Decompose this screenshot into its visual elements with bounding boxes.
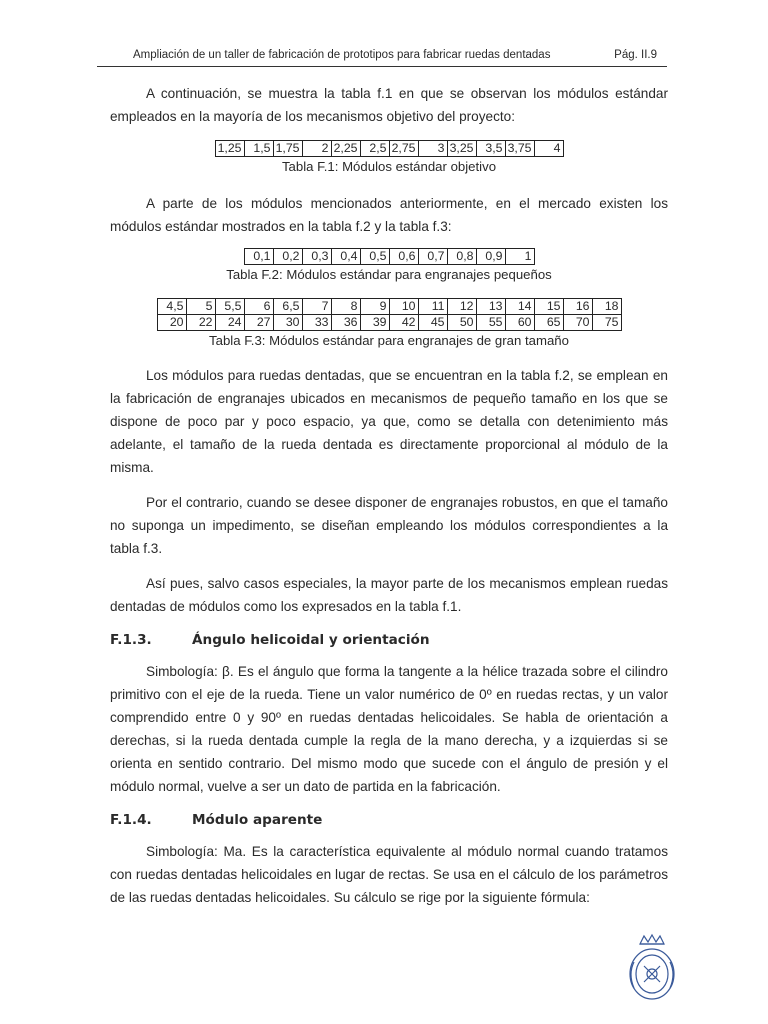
table-cell: 39 xyxy=(360,315,389,331)
table-cell: 22 xyxy=(186,315,215,331)
table-cell: 15 xyxy=(534,299,563,315)
table-cell: 5 xyxy=(186,299,215,315)
intro-paragraph: A continuación, se muestra la tabla f.1 en que se observan los módulos estándar empleados en la mayoría de los mecanismos objetivo del proyecto: xyxy=(110,86,668,124)
table-cell: 0,1 xyxy=(244,249,273,265)
table-f3-wrapper xyxy=(110,298,668,331)
table-cell: 2,5 xyxy=(360,141,389,157)
table-cell: 1,5 xyxy=(244,141,273,157)
table-cell: 0,2 xyxy=(273,249,302,265)
table-cell: 1,25 xyxy=(215,141,244,157)
table-cell: 20 xyxy=(157,315,186,331)
table-cell: 4 xyxy=(534,141,563,157)
section-number: F.1.3. xyxy=(110,632,152,648)
table-cell: 3,75 xyxy=(505,141,534,157)
table-cell: 9 xyxy=(360,299,389,315)
table-f1-caption: Tabla F.1: Módulos estándar objetivo xyxy=(281,159,497,174)
table-cell: 11 xyxy=(418,299,447,315)
paragraph-2: A parte de los módulos mencionados anteriormente, en el mercado existen los módulos estándar mostrados en la tabla f.2 y la tabla f.3: xyxy=(110,196,668,234)
table-cell: 0,5 xyxy=(360,249,389,265)
table-cell: 45 xyxy=(418,315,447,331)
table-f3-caption: Tabla F.3: Módulos estándar para engranajes de gran tamaño xyxy=(209,333,569,348)
table-cell: 30 xyxy=(273,315,302,331)
table-row xyxy=(244,249,534,265)
table-cell: 13 xyxy=(476,299,505,315)
table-cell: 24 xyxy=(215,315,244,331)
table-row xyxy=(157,299,621,315)
table-cell: 0,9 xyxy=(476,249,505,265)
table-cell: 27 xyxy=(244,315,273,331)
table-cell: 3,25 xyxy=(447,141,476,157)
table-cell: 2,75 xyxy=(389,141,418,157)
table-f1-wrapper xyxy=(110,140,668,157)
university-crest-icon xyxy=(622,932,682,1002)
table-f2-caption: Tabla F.2: Módulos estándar para engranajes pequeños xyxy=(226,267,552,282)
table-cell: 33 xyxy=(302,315,331,331)
paragraph-3: Los módulos para ruedas dentadas, que se encuentran en la tabla f.2, se emplean en la fabricación de engranajes ubicados en mecanismos de pequeño tamaño en los que se dispone de poco par y poco espacio, ya que, como se detalla con detenimiento más adelante, el tamaño de la rueda dentada es directamente proporcional al módulo de la misma. xyxy=(110,368,668,475)
table-cell: 3 xyxy=(418,141,447,157)
paragraph-5: Así pues, salvo casos especiales, la mayor parte de los mecanismos emplean ruedas dentadas de módulos como los expresados en la tabla f.1. xyxy=(110,576,668,614)
section-heading-f14 xyxy=(110,812,668,828)
section-title: Módulo aparente xyxy=(192,812,323,828)
table-cell: 42 xyxy=(389,315,418,331)
table-cell: 16 xyxy=(563,299,592,315)
page-content xyxy=(110,82,668,909)
header-title: Ampliación de un taller de fabricación de prototipos para fabricar ruedas dentadas xyxy=(133,49,551,61)
table-cell: 14 xyxy=(505,299,534,315)
table-cell: 18 xyxy=(592,299,621,315)
table-row xyxy=(157,315,621,331)
table-cell: 0,6 xyxy=(389,249,418,265)
table-cell: 12 xyxy=(447,299,476,315)
table-cell: 7 xyxy=(302,299,331,315)
table-row xyxy=(215,141,563,157)
section-f13-body: Simbología: β. Es el ángulo que forma la tangente a la hélice trazada sobre el cilindro primitivo con el eje de la rueda. Tiene un valor numérico de 0º en ruedas rectas, y un valor comprendido entre 0 y 90º en ruedas dentadas helicoidales. Se habla de orientación a derechas, si la rueda dentada cumple la regla de la mano derecha, y a izquierdas si se orienta en sentido contrario. Del mismo modo que sucede con el ángulo de presión y el módulo normal, vuelve a ser un dato de partida en la fabricación. xyxy=(110,664,668,794)
table-f2-wrapper xyxy=(110,248,668,265)
table-cell: 0,7 xyxy=(418,249,447,265)
section-f14-body: Simbología: Ma. Es la característica equivalente al módulo normal cuando tratamos con ruedas dentadas helicoidales en lugar de rectas. Se usa en el cálculo de los parámetros de las ruedas dentadas helicoidales. Su cálculo se rige por la siguiente fórmula: xyxy=(110,844,668,905)
page-number: Pág. II.9 xyxy=(614,49,657,61)
table-cell: 0,4 xyxy=(331,249,360,265)
table-cell: 4,5 xyxy=(157,299,186,315)
section-heading-f13 xyxy=(110,632,668,648)
table-cell: 50 xyxy=(447,315,476,331)
section-number: F.1.4. xyxy=(110,812,152,828)
table-cell: 75 xyxy=(592,315,621,331)
table-cell: 2 xyxy=(302,141,331,157)
table-f3 xyxy=(157,298,622,331)
table-cell: 6,5 xyxy=(273,299,302,315)
table-cell: 60 xyxy=(505,315,534,331)
section-title: Ángulo helicoidal y orientación xyxy=(192,632,430,648)
table-cell: 55 xyxy=(476,315,505,331)
table-cell: 65 xyxy=(534,315,563,331)
table-cell: 3,5 xyxy=(476,141,505,157)
table-cell: 70 xyxy=(563,315,592,331)
table-cell: 36 xyxy=(331,315,360,331)
table-cell: 0,8 xyxy=(447,249,476,265)
paragraph-4: Por el contrario, cuando se desee disponer de engranajes robustos, en que el tamaño no suponga un impedimento, se diseñan empleando los módulos correspondientes a la tabla f.3. xyxy=(110,495,668,556)
table-cell: 1 xyxy=(505,249,534,265)
table-cell: 1,75 xyxy=(273,141,302,157)
table-cell: 2,25 xyxy=(331,141,360,157)
page-header xyxy=(97,44,667,67)
table-cell: 5,5 xyxy=(215,299,244,315)
table-cell: 8 xyxy=(331,299,360,315)
table-cell: 10 xyxy=(389,299,418,315)
table-f1 xyxy=(215,140,564,157)
table-cell: 0,3 xyxy=(302,249,331,265)
table-f2 xyxy=(244,248,535,265)
table-cell: 6 xyxy=(244,299,273,315)
